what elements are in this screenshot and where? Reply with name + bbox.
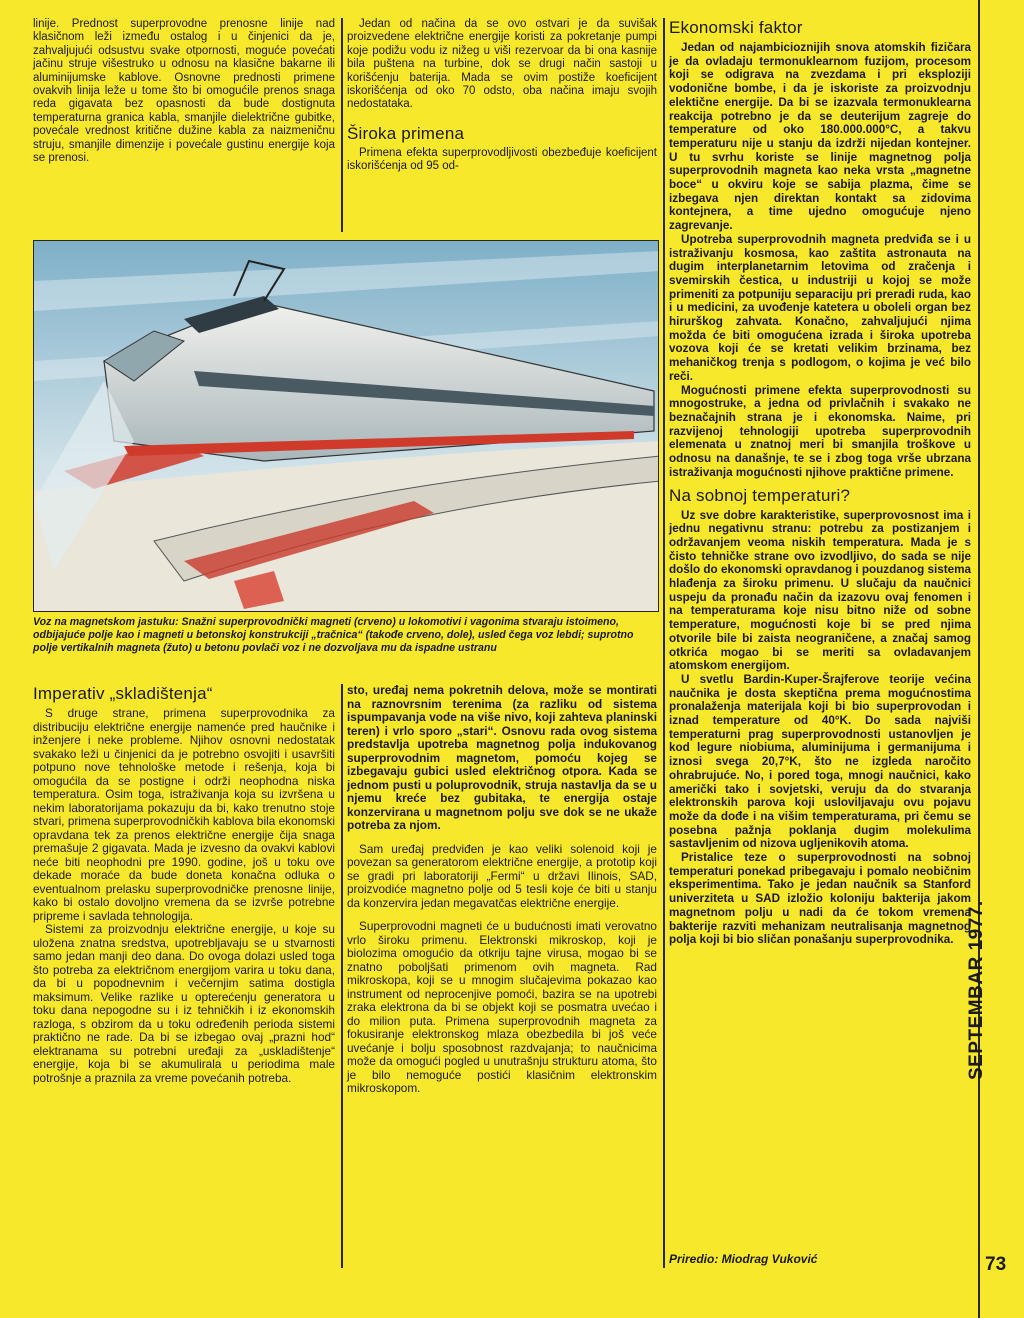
paragraph: sto, uređaj nema pokretnih delova, može se montirati na raznovrsnim terenima (za razliku od sistema ispumpavanja vode na više nivo, koji zahteva planinski teren) i vrlo sporo „stari“. Osnovu rada ovog sistema predstavlja upotreba magnetnog polja indukovanog superprovodnim magnetom, pomoću kojeg se izbegavaju gubici usled električnog otpora. Kada se jednom pusti u poluprovodnik, struja nastavlja da se u njemu kreće bez gubitaka, te energija ostaje konzervirana u magnetnom polju sve dok se ne ukaže potreba za njom. [347, 683, 657, 832]
train-drawing [34, 241, 659, 612]
paragraph: Uz sve dobre karakteristike, superprovosnost ima i jednu negativnu stranu: potrebu za postizanjem i održavanjem veoma niskih temperatura. Mada je s čisto tehničke strane ovo izvodljivo, do sada se nije došlo do ekonomski opravdanog i pouzdanog sistema hlađenja za široku primenu. U slučaju da naučnici uspeju da pronađu način da izazovu ovaj fenomen i na temperaturama koje nisu bitno niže od sobne temperature, mogućnosti koje bi se pred njima otvorile bile bi zaista neograničene, a značaj samog otkrića mogao bi se meriti sa ovladavanjem atomskom energijom. [669, 508, 971, 673]
column-divider [341, 18, 343, 232]
paragraph: Superprovodni magneti će u budućnosti imati verovatno vrlo široku primenu. Elektronski mikroskop, koji je biolozima omogućio da otkriju tajne virusa, mogao bi se znatno poboljšati primenom ovih magneta. Rad mikroskopa, koji se u mnogim slučajevima pokazao kao instrument od neprocenjive pomoći, bazira se na upotrebi zraka elektrona da bi se objekt koji se posmatra uvećao i do milion puta. Primena superprovodnih magneta za fokusiranje elektronskog mlaza obezbedila bi još veće uvećanje i bolju sposobnost razdvajanja; to naučnicima može da omogući pogled u unutrašnju strukturu atoma, što je bilo nemoguće postići klasičnim elektronskim mikroskopom. [347, 919, 657, 1095]
section-heading-sobnoj: Na sobnoj temperaturi? [669, 485, 851, 505]
maglev-train-illustration [33, 240, 659, 612]
paragraph: Pristalice teze o superprovodnosti na sobnoj temperaturi ponekad pribegavaju i pomalo neobičnim eksperimentima. Tako je jedan naučnik sa Stanford univerziteta u SAD izložio koloniju bakterija jakom magnetnom polju u nadi da će tokom vremena bakterije razviti mehanizam neutralisanja magnetnog polja koji bi bio sličan ponašanju superprovodnika. [669, 851, 971, 947]
illustration-caption: Voz na magnetskom jastuku: Snažni superprovodnički magneti (crveno) u lokomotivi i vagonima stvaraju istoimeno, odbijajuće polje kao i magneti u betonskoj konstrukciji „tračnica“ (takođe crveno, dole), usled čega voz lebdi; suprotno polje vertikalnih magneta (žuto) u betonu povlači voz i ne dozvoljava mu da ispadne ustranu [33, 616, 634, 654]
section-heading-siroka: Široka primena [347, 123, 465, 143]
page-number: 73 [985, 1254, 1007, 1275]
sidebar-rule [978, 0, 980, 1318]
issue-date: SEPTEMBAR 1977. [966, 900, 987, 1080]
paragraph: Jedan od načina da se ovo ostvari je da suvišak proizvedene električne energije koristi za pokretanje pumpi koje podižu vodu iz nižeg u viši rezervoar da bi ona kasnije bila puštena na turbine, dok se drugi način sastoji u korišćenju baterija. Mada se ovim postiže koeficijent iskorišćenja od oko 70 odsto, oba načina imaju svojih nedostataka. [347, 18, 657, 111]
column-divider [663, 18, 665, 1268]
column-1-top [33, 18, 335, 165]
paragraph: linije. Prednost superprovodne prenosne linije nad klasičnom leži između ostalog i u činjenici da je, zahvaljujući odsustvu svake otpornosti, moguće povećati jačinu struje višestruko u odnosu na klasične bakarne ili aluminijumske kablove. Osnovne prednosti primene ovakvih linija leže u tome što bi omogućile prenos snaga reda gigavata bez opasnosti da bude dostignuta temperaturna granica kabla, smanjile dielektrične gubitke, povećale vrednost kritične dužine kabla za naizmeničnu struju, smanjile dimenzije i povećale gustinu energije koja se prenosi. [33, 18, 335, 165]
column-2-bottom [347, 684, 657, 1096]
paragraph: Mogućnosti primene efekta superprovodnosti su mnogostruke, a jedna od privlačnih i svakako ne beznačajnih strana je i ekonomska. Naime, pri razvijenoj tehnologiji upotreba superprovodnih elemenata u znatnoj meri bi smanjila troškove u odnosu na današnje, te se i zbog toga vrše ubrzana istraživanja mogućnosti njihove praktične primene. [669, 383, 971, 479]
column-divider [341, 684, 343, 1268]
paragraph: U svetlu Bardin-Kuper-Šrajferove teorije većina naučnika je dosta skeptična prema mogućnostima pronalaženja materijala koji bi bio superprovodan i iznad temperature od 40°K. Do sada najviši temperaturni prag superprovodnosti ustanovljen je kod legure niobiuma, aluminijuma i germanijuma i iznosi svega 20,7°K, što ne izgleda naročito ohrabrujuće. No, i pored toga, mnogi naučnici, kako američki tako i sovjetski, veruju da do stvaranja elektronskih parova koji usloviljavaju ovu pojavu može da dođe i na višim temperaturama, pri čemu se posebna pažnja poklanja dugim molekulima sastavljenim od nizova ugljenikovih atoma. [669, 672, 971, 851]
section-heading-imperativ: Imperativ „skladištenja“ [33, 684, 213, 703]
paragraph: Primena efekta superprovodljivosti obezbeđuje koeficijent iskorišćenja od 95 od- [347, 146, 657, 173]
paragraph: Jedan od najambicioznijih snova atomskih fizičara je da ovladaju termonuklearnom fuzijom, procesom koji se odigrava na zvezdama i pri eksploziji vodonične bombe, i da je iskoriste za proizvodnju elektične energije. Da bi se izazvala termonuklearna reakcija potrebno je da se deuterijum zagreje do temperature od oko 180.000.000°C, a takvu temperaturu nije u stanju da izdrži nijedan kontejner. U tu svrhu koriste se linije magnetnog polja superprovodnih magneta kao neka vrsta „magnetne boce“ u okviru koje se sabija plazma, čime se izbegava njen direktan kontakt sa zidovima kontejnera, a time ujedno omogućuje njeno zagrevanje. [669, 41, 971, 233]
column-2-top [347, 18, 657, 174]
paragraph: Sam uređaj predviđen je kao veliki solenoid koji je povezan sa generatorom električne energije, a prototip koji se gradi pri laboratoriji „Fermi“ u državi Ilinois, SAD, proizvodiće magnetno polje od 5 tesli koje će biti u stanju da konzervira jedan megavatčas električne energije. [347, 841, 657, 910]
paragraph: S druge strane, primena superprovodnika za distribuciju električne energije namenće pred haučnike i inženjere i neke probleme. Njihov osnovni nedostatak svakako leži u činjenici da je potrebno osvojiti i usavršiti potpuno nove tehnološke metode i rešenja, koja bi omogućila da se postigne i održi neophodna niska temperatura. Osim toga, istraživanja koja su izvršena u nekim laboratorijama pokazuju da bi, kako trenutno stoje stvari, primena superprovodničkih kablova bila ekonomski opravdana tek za prenos električne energije čija snaga premašuje 2 gigavata. Mada je izvesno da ovakvi kablovi neće biti neophodni pre 1990. godine, još u toku ove dekade moraće da bude doneta konačna odluka o eventualnom prelasku superprovodničke prenosne linije, kako bi ostalo dovoljno vremena da se izvrše potrebne pripreme i savlada tehnologija. [33, 706, 335, 923]
column-1-bottom [33, 684, 335, 1085]
column-3 [669, 18, 971, 947]
paragraph: Upotreba superprovodnih magneta predviđa se i u istraživanju kosmosa, kao zaštita astronauta na dugim interplanetarnim letovima od zračenja i svemirskih čestica, u industriji u kojoj se može primeniti za potpuniju separaciju pri preradi ruda, kao i u medicini, za uvođenje katetera u oboleli organ bez hirurškog zahvata. Konačno, zahvaljujući njima možda će biti omogućena izrada i široka upotreba vozova koji će se kretati velikim brzinama, bez mehaničkog trenja s podlogom, o kojima je već bilo reči. [669, 232, 971, 383]
author-credit: Priredio: Miodrag Vuković [669, 1252, 818, 1266]
paragraph: Sistemi za proizvodnju električne energije, u koje su uložena znatna sredstva, upotrebljavaju se u stvarnosti samo jedan manji deo dana. Do ovoga dolazi usled toga što potreba za električnom energijom varira u toku dana, da bi u popodnevnim i večernjim satima dostigla maksimum. Velike razlike u opterećenju generatora u toku dana nepogodne su i iz tehničkih i iz ekonomskih razloga, s obzirom da u toku određenih perioda sistemi praktično ne rade. Da bi se izbegao ovaj „prazni hod“ elektranama su potrebni uređaji za „uskladištenje“ energije, koja bi se akumulirala u periodima male potrošnje a praznila za vreme povećanih potreba. [33, 922, 335, 1085]
section-heading-ekonomski: Ekonomski faktor [669, 18, 803, 37]
